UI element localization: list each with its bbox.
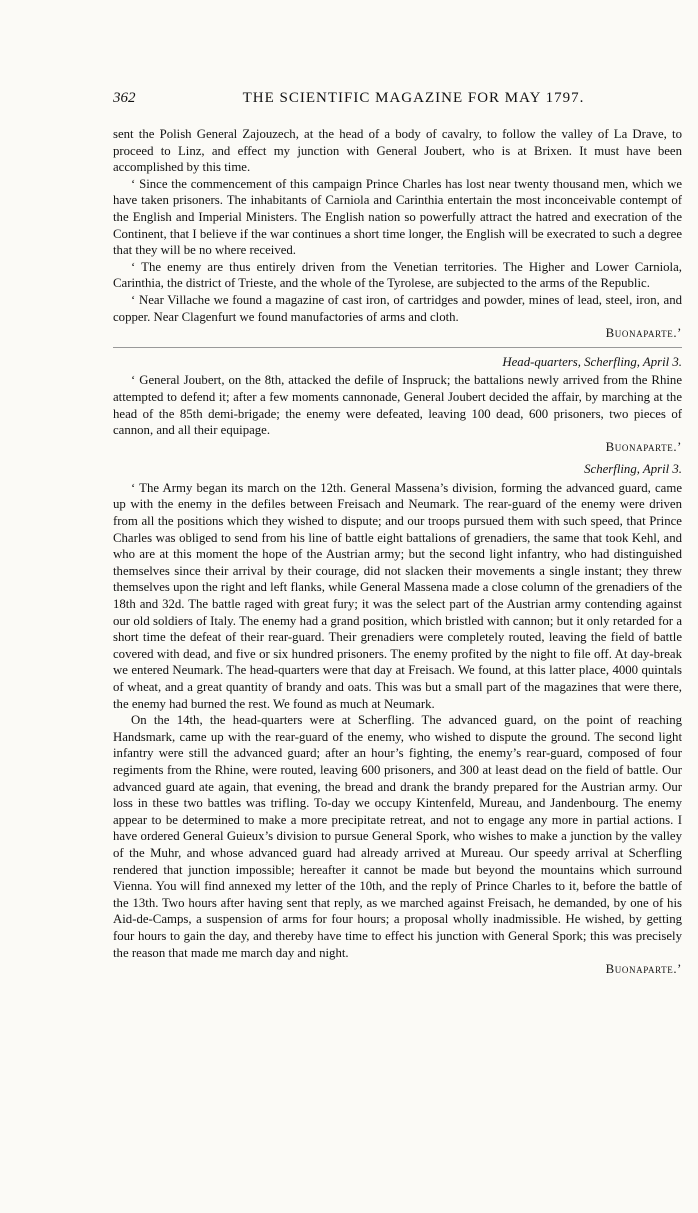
paragraph-inspruck: ‘ General Joubert, on the 8th, attacked the defile of Inspruck; the battalions newly arrived from the Rhine attempted to defend it; after a few moments cannonade, General Joubert decided the affair, by marching at the head of the 85th demi-brigade; the enemy were defeated, leaving 100 dead, 600 prisoners, two pieces of cannon, and all their equipage. <box>113 373 682 438</box>
signature-buonaparte-2: Buonaparte.’ <box>605 439 682 454</box>
dateline-head-quarters: Head-quarters, Scherfling, April 3. <box>502 354 682 369</box>
paragraph-venetian-territories: ‘ The enemy are thus entirely driven from the Venetian territories. The Higher and Lower Carniola, Carinthia, the district of Trieste, and the whole of the Tyrolese, are subjected to the arms of the Republic. <box>113 259 682 291</box>
paragraph-villache-magazine: ‘ Near Villache we found a magazine of cast iron, of cartridges and powder, mines of lead, steel, iron, and copper. Near Clagenfurt we found manufactories of arms and cloth. <box>113 292 682 324</box>
page-number: 362 <box>113 90 136 106</box>
paragraph-fourteenth: On the 14th, the head-quarters were at Scherfling. The advanced guard, on the point of reaching Handsmark, came up with the rear-guard of the enemy, who wished to dispute the ground. The second light infantry were still the advanced guard; after an hour’s fighting, the enemy’s rear-guard, composed of four regiments from the Rhine, were routed, leaving 600 prisoners, and 300 at least dead on the field of battle. Our advanced guard ate again, that evening, the bread and drank the brandy prepared for the Austrian army. Our loss in these two battles was trifling. To-day we occupy Kintenfeld, Mureau, and Jandenbourg. The enemy appear to be determined to make a more precipitate retreat, and not to engage any more in partial actions. I have ordered General Guieux’s division to pursue General Spork, who wishes to make a junction by the valley of the Muhr, and whose advanced guard had already arrived at Mureau. Our speedy arrival at Scherfling rendered that junction impossible; hereafter it cannot be made but beyond the mountains which surround Vienna. You will find annexed my letter of the 10th, and the reply of Prince Charles to it, before the battle of the 13th. Two hours after having sent that reply, as we marched against Freisach, he demanded, by one of his Aid-de-Camps, a suspension of arms for four hours; a proposal wholly inadmissible. He wished, by getting four hours to gain the day, and thereby have time to effect his junction with General Spork; this was precisely the reason that made me march day and night. <box>113 713 682 960</box>
paragraph-joubert-junction: sent the Polish General Zajouzech, at the head of a body of cavalry, to follow the valley of La Drave, to proceed to Linz, and effect my junction with General Joubert, who is at Brixen. It must have been accomplished by this time. <box>113 127 682 175</box>
paragraph-army-march: ‘ The Army began its march on the 12th. General Massena’s division, forming the advanced guard, came up with the enemy in the defiles between Freisach and Neumark. The rear-guard of the enemy were driven from all the positions which they wished to dispute; and our troops pursued them with such speed, that Prince Charles was obliged to send from his line of battle eight battalions of grenadiers, the same that took Kehl, and who are at this moment the hope of the Austrian army; but the second light infantry, who had distinguished themselves since their arrival by their courage, did not slacken their movements a single instant; they threw themselves upon the right and left flanks, while General Massena made a close column of the grenadiers of the 18th and 32d. The battle raged with great fury; it was the select part of the Austrian army contending against our old soldiers of Italy. The enemy had a grand position, which bristled with cannon; but it only retarded for a short time the defeat of their rear-guard. Their grenadiers were completely routed, leaving the field of battle covered with dead, and five or six hundred prisoners. The enemy profited by the night to file off. At day-break we entered Neumark. The head-quarters were that day at Freisach. We found, at this latter place, 4000 quintals of wheat, and a great quantity of brandy and oats. This was but a small part of the magazines that were there, the enemy had burned the rest. We found as much at Neumark. <box>113 480 682 711</box>
running-title: THE SCIENTIFIC MAGAZINE FOR MAY 1797. <box>242 90 585 106</box>
letter-scherfling-block <box>113 712 682 978</box>
page-header <box>113 90 682 114</box>
paragraph-prisoners-english: ‘ Since the commencement of this campaign Prince Charles has lost near twenty thousand men, which we have taken prisoners. The inhabitants of Carniola and Carinthia entertain the most inconceivable contempt of the English and Imperial Ministers. The English nation so powerfully attract the hatred and execration of the Continent, that I believe if the war continues a short time longer, the English will be execrated to such a degree that they will be no where received. <box>113 176 682 258</box>
dateline-scherfling: Scherfling, April 3. <box>584 462 682 477</box>
divider-rule <box>113 347 682 348</box>
paragraph-villache-block <box>113 292 682 342</box>
signature-buonaparte-3: Buonaparte.’ <box>605 962 682 977</box>
signature-buonaparte: Buonaparte.’ <box>605 326 682 341</box>
letter-joubert-block <box>113 372 682 455</box>
article-body <box>113 126 682 978</box>
